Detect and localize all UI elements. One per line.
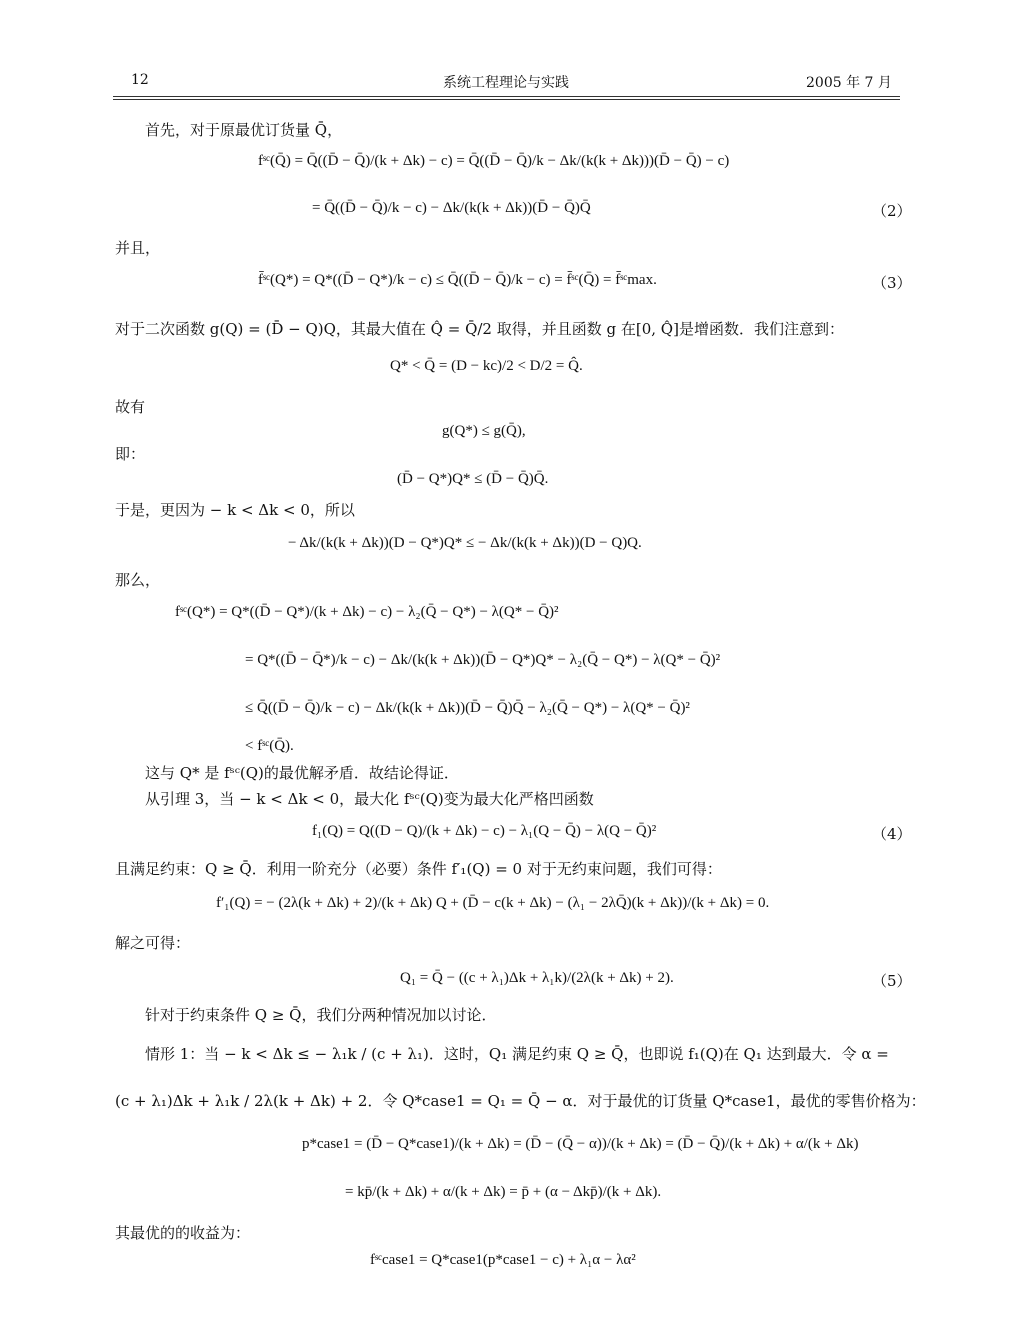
equation-11: Q₁ = Q̄ − ((c + λ₁)Δk + λ₁k)/(2λ(k + Δk) + 2). xyxy=(400,970,674,986)
equation-10: f′₁(Q) = − (2λ(k + Δk) + 2)/(k + Δk) Q + (D̄ − c(k + Δk) − (λ₁ − 2λQ̄)(k + Δk))/(k + Δk) = 0. xyxy=(216,895,770,911)
equation-1: fˢᶜ(Q̄) = Q̄((D̄ − Q̄)/(k + Δk) − c) = Q̄((D̄ − Q̄)/k − Δk/(k(k + Δk)))(D̄ − Q̄) − c) xyxy=(258,153,730,169)
equation-7: − Δk/(k(k + Δk))(D − Q*)Q* ≤ − Δk/(k(k + Δk))(D − Q)Q. xyxy=(288,535,642,551)
equation-number-5: （5） xyxy=(872,972,912,990)
header-rule xyxy=(113,96,900,97)
para-ie: 即： xyxy=(115,445,146,463)
equation-13: fˢᶜcase1 = Q*case1(p*case1 − c) + λ₁α − λα² xyxy=(370,1252,636,1268)
equation-number-2: （2） xyxy=(872,202,912,220)
equation-12b: = kp̄/(k + Δk) + α/(k + Δk) = p̄ + (α − Δkp̄)/(k + Δk). xyxy=(345,1184,662,1200)
para-case1: 情形 1：当 − k < Δk ≤ − λ₁k / (c + λ₁)．这时，Q₁ 满足约束 Q ≥ Q̄，也即说 f₁(Q)在 Q₁ 达到最大．令 α = xyxy=(145,1045,889,1063)
page-number: 12 xyxy=(131,72,149,88)
issue-date: 2005 年 7 月 xyxy=(806,75,892,91)
equation-6: (D̄ − Q*)Q* ≤ (D̄ − Q̄)Q̄. xyxy=(397,471,549,487)
header-rule-2 xyxy=(113,99,900,100)
para-contradiction: 这与 Q* 是 fˢᶜ(Q)的最优解矛盾．故结论得证． xyxy=(145,764,459,782)
equation-number-4: （4） xyxy=(872,825,912,843)
para-lemma3: 从引理 3，当 − k < Δk < 0，最大化 fˢᶜ(Q)变为最大化严格凹函数 xyxy=(145,790,594,808)
equation-3: f̄ˢᶜ(Q*) = Q*((D̄ − Q*)/k − c) ≤ Q̄((D̄ − Q̄)/k − c) = f̄ˢᶜ(Q̄) = f̄ˢᶜmax. xyxy=(258,272,657,288)
equation-5: g(Q*) ≤ g(Q̄), xyxy=(442,423,526,439)
equation-8b: = Q*((D̄ − Q̄*)/k − c) − Δk/(k(k + Δk))(D̄ − Q*)Q* − λ₂(Q̄ − Q*) − λ(Q* − Q̄)² xyxy=(245,652,721,668)
equation-12a: p*case1 = (D̄ − Q*case1)/(k + Δk) = (D̄ − (Q̄ − α))/(k + Δk) = (D̄ − Q̄)/(k + Δk) + α/(k + Δk) xyxy=(302,1136,859,1152)
para-and: 并且， xyxy=(115,239,161,257)
para-then: 那么， xyxy=(115,571,161,589)
para-optimal-profit: 其最优的的收益为： xyxy=(115,1224,251,1242)
equation-8d: < fˢᶜ(Q̄). xyxy=(245,738,294,754)
para-since: 于是，更因为 − k < Δk < 0，所以 xyxy=(115,501,355,519)
equation-9: f₁(Q) = Q((D − Q)/(k + Δk) − c) − λ₁(Q − Q̄) − λ(Q − Q̄)² xyxy=(312,823,657,839)
equation-8c: ≤ Q̄((D̄ − Q̄)/k − c) − Δk/(k(k + Δk))(D̄ − Q̄)Q̄ − λ₂(Q̄ − Q*) − λ(Q* − Q̄)² xyxy=(245,700,690,716)
para-two-cases: 针对于约束条件 Q ≥ Q̄，我们分两种情况加以讨论． xyxy=(145,1006,497,1024)
equation-4: Q* < Q̄ = (D − kc)/2 < D/2 = Q̂. xyxy=(390,358,583,374)
equation-8a: fˢᶜ(Q*) = Q*((D̄ − Q*)/(k + Δk) − c) − λ₂(Q̄ − Q*) − λ(Q* − Q̄)² xyxy=(175,604,559,620)
para-solve: 解之可得： xyxy=(115,934,191,952)
equation-2: = Q̄((D̄ − Q̄)/k − c) − Δk/(k(k + Δk))(D̄ − Q̄)Q̄ xyxy=(312,200,591,216)
journal-title: 系统工程理论与实践 xyxy=(443,75,569,91)
para-constraint: 且满足约束：Q ≥ Q̄．利用一阶充分（必要）条件 f′₁(Q) = 0 对于无约束问题，我们可得： xyxy=(115,860,722,878)
para-case1-cont: (c + λ₁)Δk + λ₁k / 2λ(k + Δk) + 2．令 Q*case1 = Q₁ = Q̄ − α．对于最优的订货量 Q*case1，最优的零售价格为： xyxy=(115,1092,926,1110)
para-first: 首先，对于原最优订货量 Q̄， xyxy=(145,121,343,139)
para-quadratic: 对于二次函数 g(Q) = (D̄ − Q)Q，其最大值在 Q̂ = Q̄/2 取得，并且函数 g 在[0, Q̂]是增函数．我们注意到： xyxy=(115,320,844,338)
para-therefore: 故有 xyxy=(115,398,146,416)
equation-number-3: （3） xyxy=(872,274,912,292)
